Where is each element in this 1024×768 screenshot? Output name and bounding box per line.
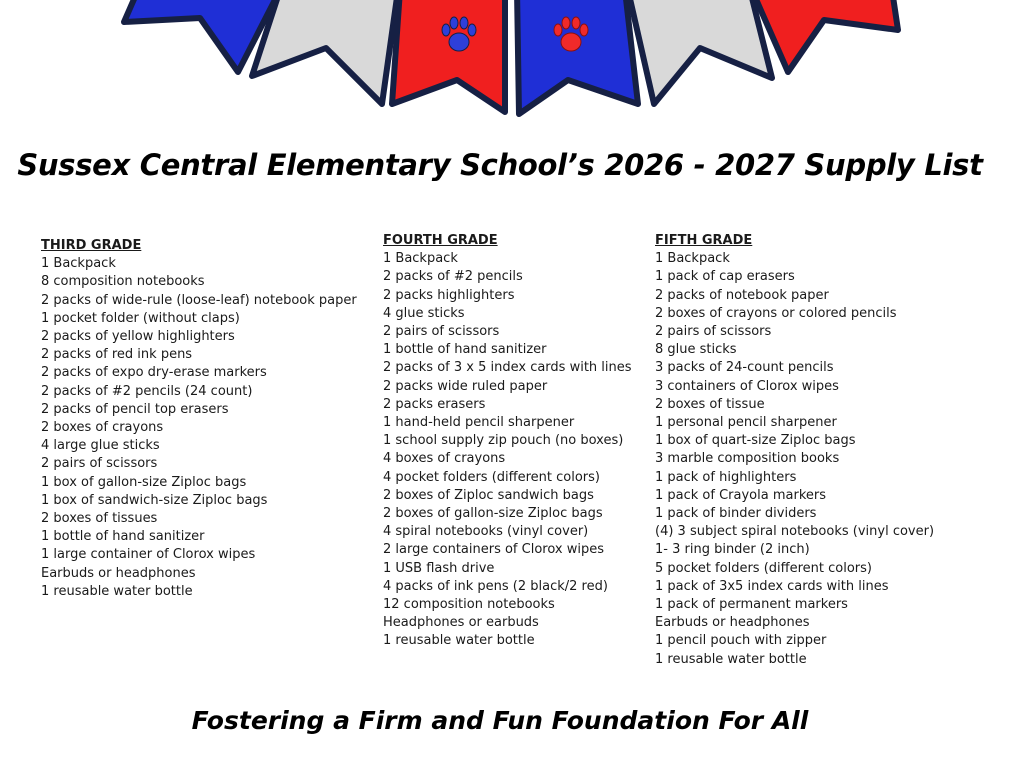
third-grade-heading: THIRD GRADE: [41, 238, 142, 253]
list-item: 2 packs of expo dry-erase markers: [41, 365, 267, 381]
list-item: 1 pack of 3x5 index cards with lines: [655, 578, 889, 594]
list-item: 2 boxes of crayons: [41, 420, 164, 436]
pennant-banner: [0, 0, 1024, 130]
list-item: 8 composition notebooks: [41, 274, 205, 290]
list-item: 1 Backpack: [383, 251, 458, 267]
list-item: 1 personal pencil sharpener: [655, 415, 837, 431]
list-item: 12 composition notebooks: [383, 597, 555, 613]
list-item: 1 USB flash drive: [383, 560, 495, 576]
list-item: 1 bottle of hand sanitizer: [41, 529, 205, 545]
list-item: 2 packs of wide-rule (loose-leaf) notebook paper: [41, 292, 357, 308]
list-item: 2 packs of yellow highlighters: [41, 329, 235, 345]
list-item: 3 containers of Clorox wipes: [655, 378, 839, 394]
list-item: 1 large container of Clorox wipes: [41, 547, 256, 563]
list-item: 1 pack of Crayola markers: [655, 487, 826, 503]
third-grade-list: [41, 237, 357, 601]
list-item: 1 reusable water bottle: [383, 633, 535, 649]
fourth-grade-heading: FOURTH GRADE: [383, 233, 498, 248]
list-item: 1 pocket folder (without claps): [41, 310, 240, 326]
list-item: 2 boxes of tissues: [41, 511, 158, 527]
list-item: 2 boxes of tissue: [655, 396, 765, 412]
list-item: 2 packs highlighters: [383, 287, 515, 303]
list-item: 2 packs erasers: [383, 396, 486, 412]
list-item: 2 packs of pencil top erasers: [41, 401, 229, 417]
list-item: (4) 3 subject spiral notebooks (vinyl cover): [655, 524, 935, 540]
list-item: Headphones or earbuds: [383, 615, 539, 631]
list-item: 3 marble composition books: [655, 451, 840, 467]
list-item: Earbuds or headphones: [41, 565, 196, 581]
list-item: 2 pairs of scissors: [655, 324, 772, 340]
list-item: 2 packs of notebook paper: [655, 287, 829, 303]
list-item: 1 Backpack: [655, 251, 730, 267]
fourth-grade-list: [383, 232, 632, 651]
list-item: 1 pack of highlighters: [655, 469, 797, 485]
list-item: 2 boxes of gallon-size Ziploc bags: [383, 506, 603, 522]
list-item: 1 school supply zip pouch (no boxes): [383, 433, 624, 449]
fourth-grade-items: [383, 250, 632, 650]
list-item: 1 pack of cap erasers: [655, 269, 795, 285]
list-item: 2 large containers of Clorox wipes: [383, 542, 604, 558]
pennant-red-paw: [392, 0, 505, 112]
pennant-gray-left: [252, 0, 398, 104]
list-item: 2 pairs of scissors: [383, 324, 500, 340]
list-item: 3 packs of 24-count pencils: [655, 360, 834, 376]
list-item: 2 packs of #2 pencils (24 count): [41, 383, 253, 399]
list-item: 1 Backpack: [41, 256, 116, 272]
list-item: 1 box of quart-size Ziploc bags: [655, 433, 856, 449]
list-item: 1- 3 ring binder (2 inch): [655, 542, 810, 558]
list-item: 4 pocket folders (different colors): [383, 469, 600, 485]
pennant-gray-right: [628, 0, 772, 104]
list-item: 2 packs of #2 pencils: [383, 269, 523, 285]
list-item: 1 bottle of hand sanitizer: [383, 342, 547, 358]
list-item: Earbuds or headphones: [655, 615, 810, 631]
list-item: 1 reusable water bottle: [655, 651, 807, 667]
list-item: 1 pack of permanent markers: [655, 597, 848, 613]
list-item: 2 boxes of crayons or colored pencils: [655, 305, 897, 321]
list-item: 1 pencil pouch with zipper: [655, 633, 827, 649]
list-item: 2 packs wide ruled paper: [383, 378, 548, 394]
list-item: 1 reusable water bottle: [41, 583, 193, 599]
list-item: 2 packs of 3 x 5 index cards with lines: [383, 360, 632, 376]
list-item: 2 boxes of Ziploc sandwich bags: [383, 487, 594, 503]
list-item: 5 pocket folders (different colors): [655, 560, 872, 576]
list-item: 4 glue sticks: [383, 305, 465, 321]
list-item: 1 box of gallon-size Ziploc bags: [41, 474, 247, 490]
list-item: 1 pack of binder dividers: [655, 506, 817, 522]
footer-motto: Fostering a Firm and Fun Foundation For All: [191, 706, 809, 735]
list-item: 2 packs of red ink pens: [41, 347, 193, 363]
third-grade-items: [41, 255, 357, 601]
pennant-red-right: [752, 0, 898, 72]
fifth-grade-heading: FIFTH GRADE: [655, 233, 753, 248]
page-title: Sussex Central Elementary School’s 2026 - 2027 Supply List: [17, 148, 983, 182]
list-item: 4 spiral notebooks (vinyl cover): [383, 524, 589, 540]
list-item: 4 packs of ink pens (2 black/2 red): [383, 578, 608, 594]
list-item: 8 glue sticks: [655, 342, 737, 358]
list-item: 4 large glue sticks: [41, 438, 160, 454]
list-item: 2 pairs of scissors: [41, 456, 158, 472]
fifth-grade-list: [655, 232, 934, 669]
list-item: 4 boxes of crayons: [383, 451, 506, 467]
list-item: 1 box of sandwich-size Ziploc bags: [41, 492, 268, 508]
list-item: 1 hand-held pencil sharpener: [383, 415, 575, 431]
fifth-grade-items: [655, 250, 934, 669]
